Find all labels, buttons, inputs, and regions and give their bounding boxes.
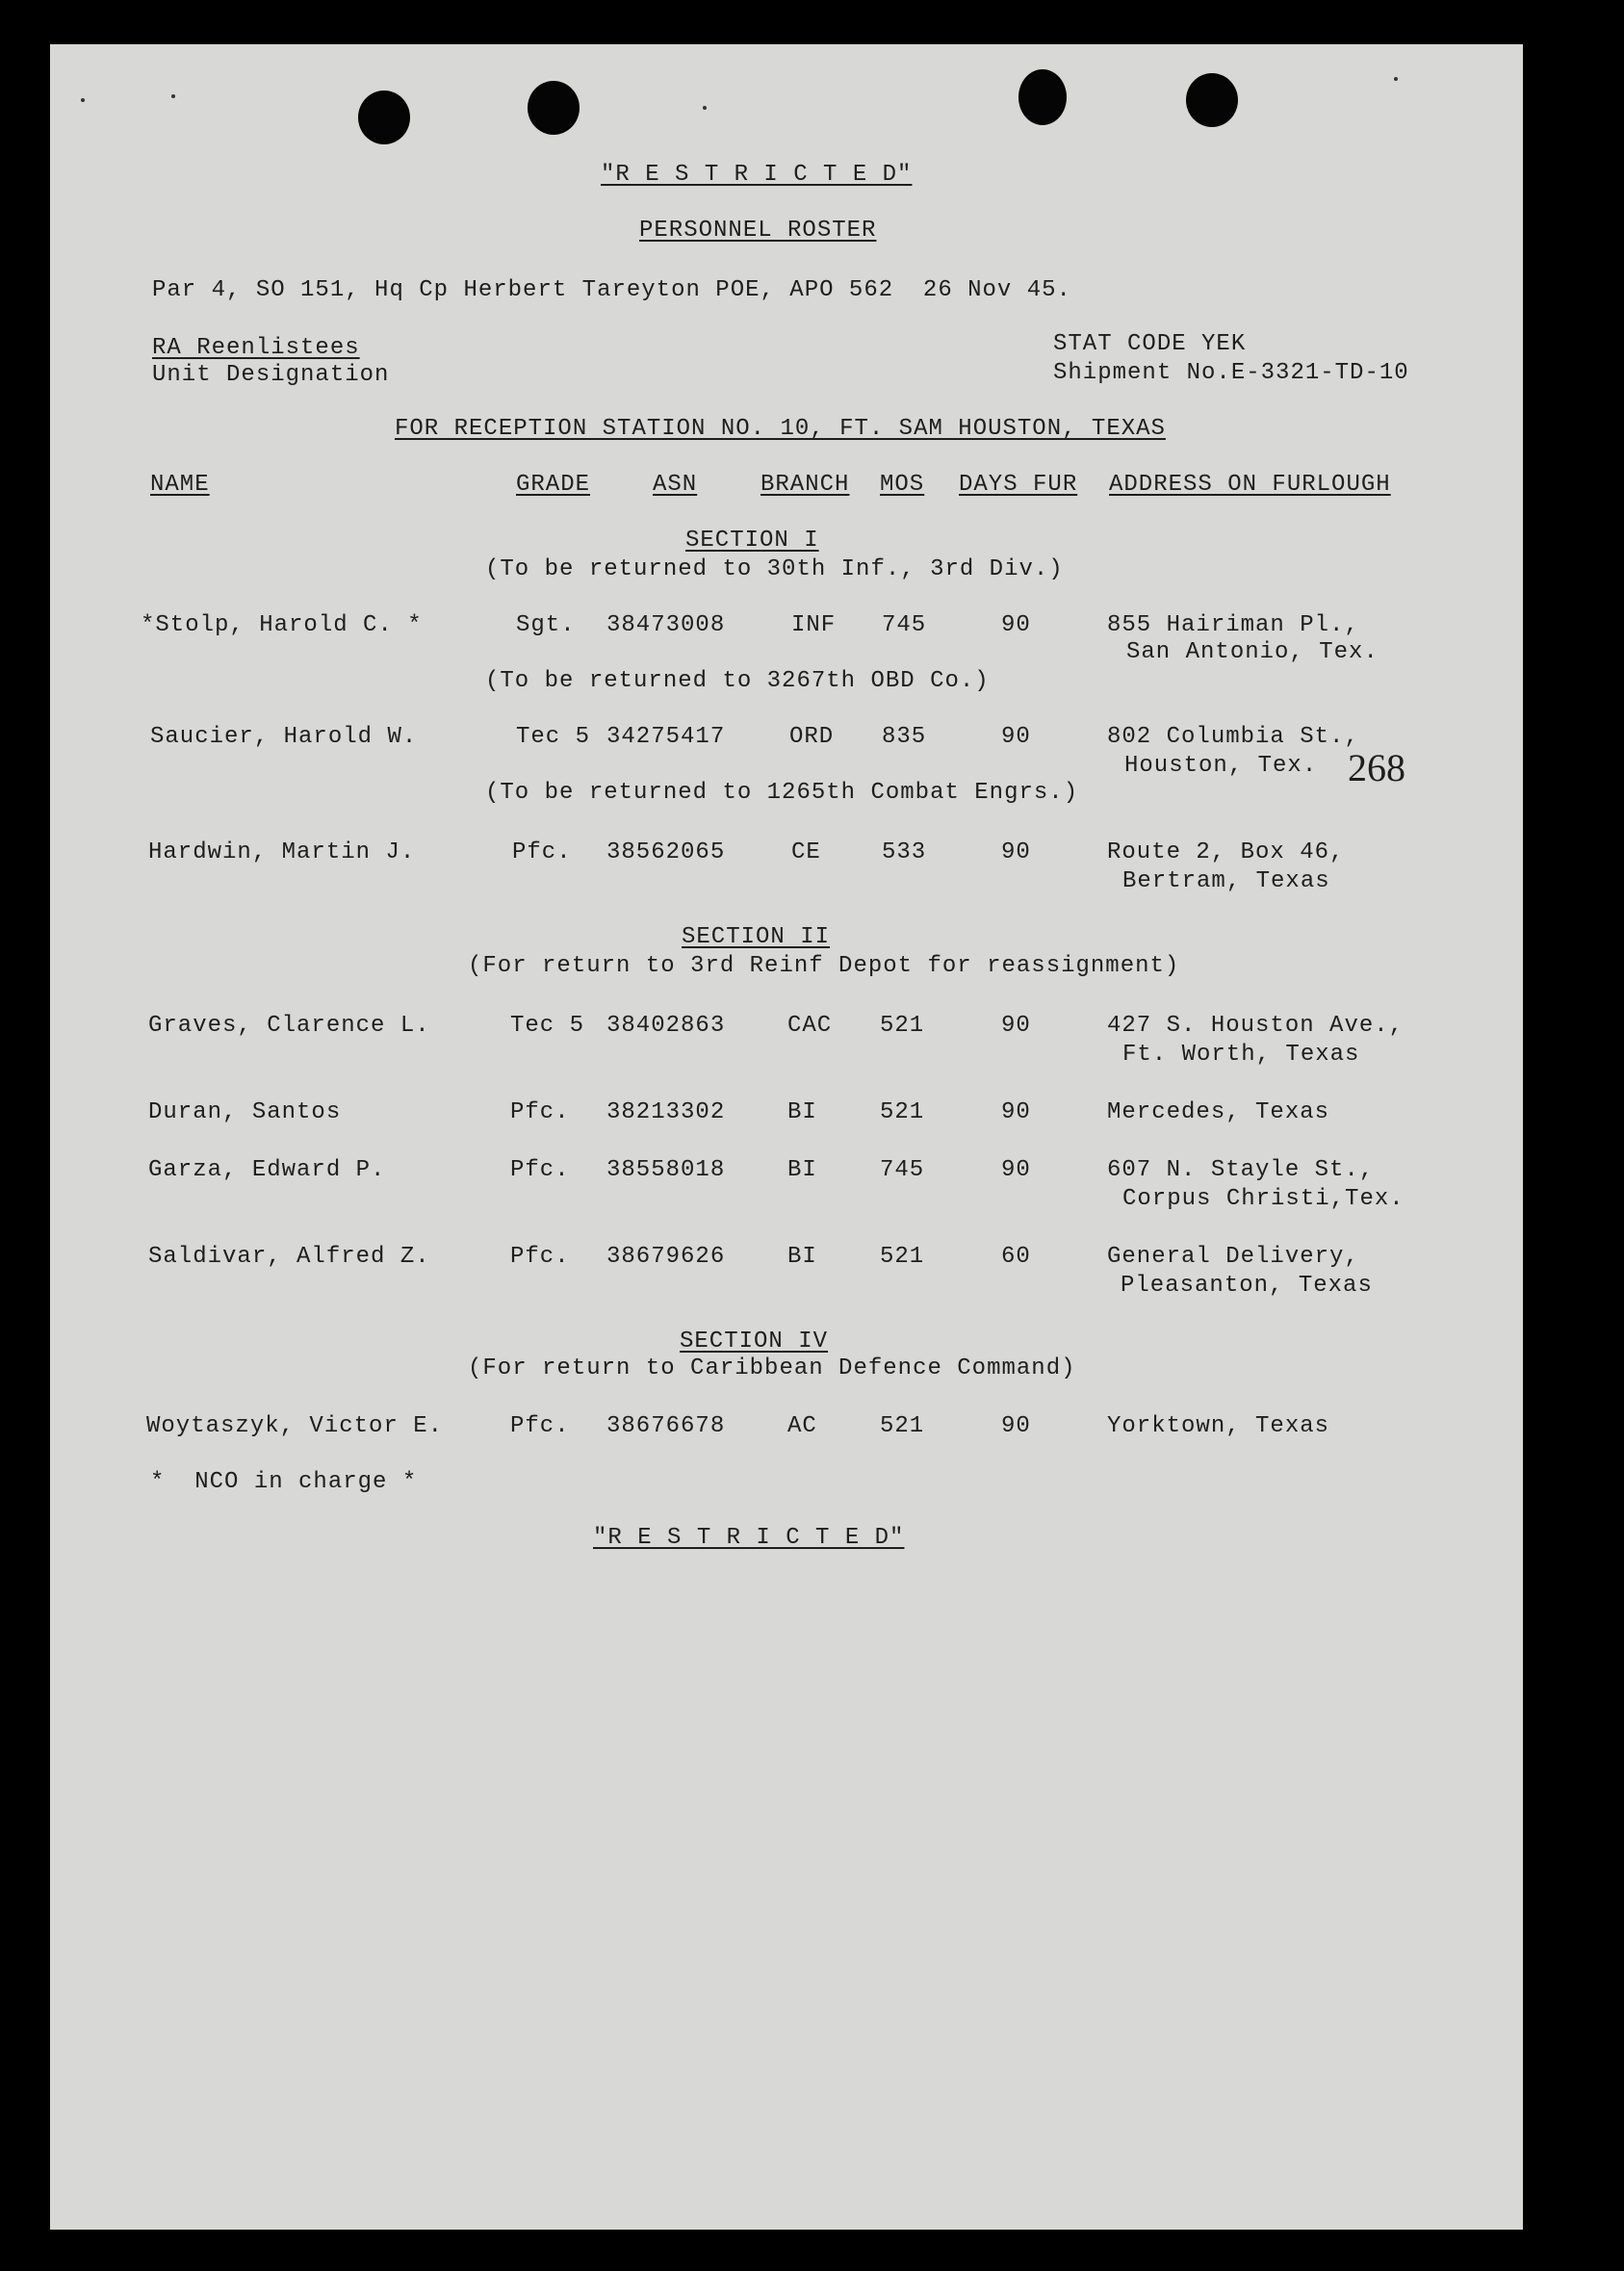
- order-line: Par 4, SO 151, Hq Cp Herbert Tareyton POE, APO 562 26 Nov 45.: [152, 277, 1071, 303]
- row-grade: Tec 5: [516, 724, 591, 750]
- section-note: (To be returned to 30th Inf., 3rd Div.): [485, 556, 1064, 582]
- row-address-line1: Yorktown, Texas: [1107, 1413, 1330, 1439]
- col-address: ADDRESS ON FURLOUGH: [1109, 472, 1391, 498]
- row-branch: BI: [787, 1099, 817, 1125]
- row-branch: CAC: [787, 1013, 833, 1039]
- punch-hole: [358, 90, 410, 144]
- row-mos: 745: [882, 612, 927, 638]
- speck: [81, 98, 85, 102]
- row-address-line2: San Antonio, Tex.: [1126, 639, 1379, 665]
- row-asn: 38558018: [606, 1157, 726, 1183]
- row-name: Saucier, Harold W.: [150, 724, 418, 750]
- row-branch: INF: [791, 612, 837, 638]
- classification-top: "R E S T R I C T E D": [601, 162, 913, 188]
- row-address-line1: 607 N. Stayle St.,: [1107, 1157, 1375, 1183]
- row-mos: 745: [880, 1157, 925, 1183]
- row-asn: 38562065: [606, 839, 726, 865]
- col-mos: MOS: [880, 472, 925, 498]
- row-name: Garza, Edward P.: [148, 1157, 386, 1183]
- row-asn: 38473008: [606, 612, 726, 638]
- row-grade: Pfc.: [510, 1413, 570, 1439]
- row-days: 90: [1001, 1157, 1031, 1183]
- row-address-line1: 427 S. Houston Ave.,: [1107, 1013, 1405, 1039]
- row-mos: 521: [880, 1013, 925, 1039]
- row-address-line2: Corpus Christi,Tex.: [1122, 1186, 1405, 1212]
- row-address-line1: 855 Hairiman Pl.,: [1107, 612, 1359, 638]
- col-name: NAME: [150, 472, 210, 498]
- unit-name: RA Reenlistees: [152, 335, 360, 361]
- col-asn: ASN: [653, 472, 698, 498]
- row-mos: 533: [882, 839, 927, 865]
- row-grade: Pfc.: [510, 1157, 570, 1183]
- row-asn: 38402863: [606, 1013, 726, 1039]
- row-address-line1: General Delivery,: [1107, 1244, 1359, 1270]
- shipment-number: Shipment No.E-3321-TD-10: [1053, 360, 1409, 386]
- row-days: 90: [1001, 724, 1031, 750]
- col-grade: GRADE: [516, 472, 591, 498]
- row-asn: 38676678: [606, 1413, 726, 1439]
- stat-code: STAT CODE YEK: [1053, 331, 1247, 357]
- speck: [171, 94, 175, 98]
- row-mos: 521: [880, 1413, 925, 1439]
- row-days: 90: [1001, 612, 1031, 638]
- row-address-line2: Pleasanton, Texas: [1121, 1273, 1373, 1299]
- row-mos: 521: [880, 1099, 925, 1125]
- row-days: 90: [1001, 1013, 1031, 1039]
- section-note: (For return to Caribbean Defence Command): [468, 1355, 1076, 1381]
- row-days: 90: [1001, 1413, 1031, 1439]
- row-address-line2: Bertram, Texas: [1122, 868, 1330, 894]
- speck: [703, 106, 707, 110]
- punch-hole: [528, 81, 580, 135]
- row-mos: 521: [880, 1244, 925, 1270]
- row-address-line1: 802 Columbia St.,: [1107, 724, 1359, 750]
- row-branch: CE: [791, 839, 821, 865]
- footnote: * NCO in charge *: [150, 1469, 418, 1495]
- row-branch: AC: [787, 1413, 817, 1439]
- row-days: 60: [1001, 1244, 1031, 1270]
- row-name: Duran, Santos: [148, 1099, 342, 1125]
- destination-line: FOR RECEPTION STATION NO. 10, FT. SAM HOUSTON, TEXAS: [395, 416, 1166, 442]
- row-branch: BI: [787, 1157, 817, 1183]
- row-asn: 38679626: [606, 1244, 726, 1270]
- row-grade: Pfc.: [512, 839, 572, 865]
- row-asn: 38213302: [606, 1099, 726, 1125]
- row-address-line1: Route 2, Box 46,: [1107, 839, 1345, 865]
- section-title: SECTION I: [685, 528, 819, 554]
- section-title: SECTION IV: [680, 1329, 829, 1355]
- row-grade: Pfc.: [510, 1244, 570, 1270]
- section-note: (For return to 3rd Reinf Depot for reassignment): [468, 953, 1180, 979]
- row-name: *Stolp, Harold C. *: [141, 612, 423, 638]
- row-days: 90: [1001, 839, 1031, 865]
- row-name: Saldivar, Alfred Z.: [148, 1244, 430, 1270]
- row-grade: Pfc.: [510, 1099, 570, 1125]
- section-title: SECTION II: [682, 924, 831, 950]
- page-number: 268: [1348, 746, 1405, 789]
- section-note: (To be returned to 1265th Combat Engrs.): [485, 780, 1079, 806]
- row-address-line1: Mercedes, Texas: [1107, 1099, 1330, 1125]
- row-grade: Tec 5: [510, 1013, 585, 1039]
- col-branch: BRANCH: [760, 472, 850, 498]
- speck: [1394, 77, 1398, 81]
- row-branch: BI: [787, 1244, 817, 1270]
- punch-hole: [1186, 73, 1238, 127]
- row-name: Hardwin, Martin J.: [148, 839, 416, 865]
- unit-label: Unit Designation: [152, 362, 390, 388]
- punch-hole: [1018, 69, 1067, 125]
- row-name: Graves, Clarence L.: [148, 1013, 430, 1039]
- row-name: Woytaszyk, Victor E.: [146, 1413, 444, 1439]
- page-title: PERSONNEL ROSTER: [639, 218, 877, 244]
- row-grade: Sgt.: [516, 612, 576, 638]
- section-note: (To be returned to 3267th OBD Co.): [485, 668, 990, 694]
- row-address-line2: Houston, Tex.: [1124, 753, 1318, 779]
- row-days: 90: [1001, 1099, 1031, 1125]
- col-days-fur: DAYS FUR: [959, 472, 1078, 498]
- row-address-line2: Ft. Worth, Texas: [1122, 1042, 1360, 1068]
- classification-bottom: "R E S T R I C T E D": [593, 1525, 905, 1551]
- row-asn: 34275417: [606, 724, 726, 750]
- row-mos: 835: [882, 724, 927, 750]
- row-branch: ORD: [789, 724, 835, 750]
